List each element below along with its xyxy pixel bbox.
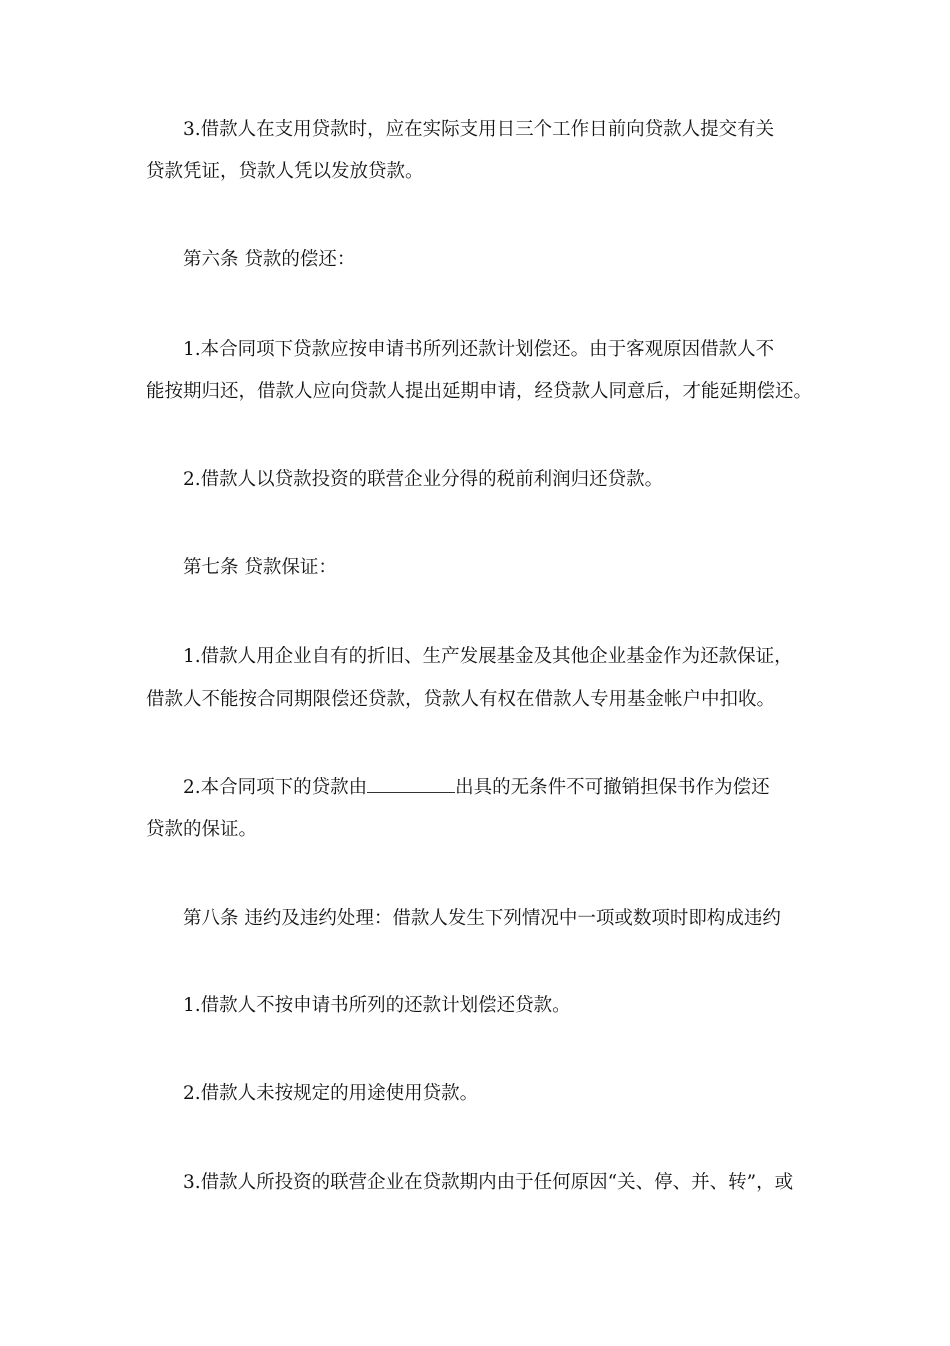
paragraph-line (183, 776, 863, 800)
text-segment: 出具的无条件不可撤销担保书作为偿还 (455, 777, 770, 798)
paragraph-line: 3.借款人所投资的联营企业在贷款期内由于任何原因“关、停、并、转”，或 (183, 1172, 794, 1193)
paragraph-line: 1.借款人不按申请书所列的还款计划偿还贷款。 (183, 995, 571, 1016)
blank-underline (367, 776, 455, 793)
article-heading: 第六条 贷款的偿还： (183, 249, 356, 270)
paragraph-line: 1.借款人用企业自有的折旧、生产发展基金及其他企业基金作为还款保证， (183, 646, 793, 667)
article-heading: 第八条 违约及违约处理：借款人发生下列情况中一项或数项时即构成违约 (183, 908, 781, 929)
paragraph-line: 能按期归还，借款人应向贷款人提出延期申请，经贷款人同意后，才能延期偿还。 (146, 381, 813, 402)
text-segment: 2.本合同项下的贷款由 (183, 777, 368, 798)
paragraph-line: 3.借款人在支用贷款时，应在实际支用日三个工作日前向贷款人提交有关 (183, 119, 775, 140)
paragraph-line: 2.借款人以贷款投资的联营企业分得的税前利润归还贷款。 (183, 469, 664, 490)
paragraph-line: 贷款凭证，贷款人凭以发放贷款。 (146, 161, 424, 182)
paragraph-line: 1.本合同项下贷款应按申请书所列还款计划偿还。由于客观原因借款人不 (183, 339, 775, 360)
paragraph-line: 借款人不能按合同期限偿还贷款，贷款人有权在借款人专用基金帐户中扣收。 (146, 689, 776, 710)
paragraph-line: 贷款的保证。 (146, 819, 258, 840)
paragraph-line: 2.借款人未按规定的用途使用贷款。 (183, 1083, 479, 1104)
article-heading: 第七条 贷款保证： (183, 557, 337, 578)
